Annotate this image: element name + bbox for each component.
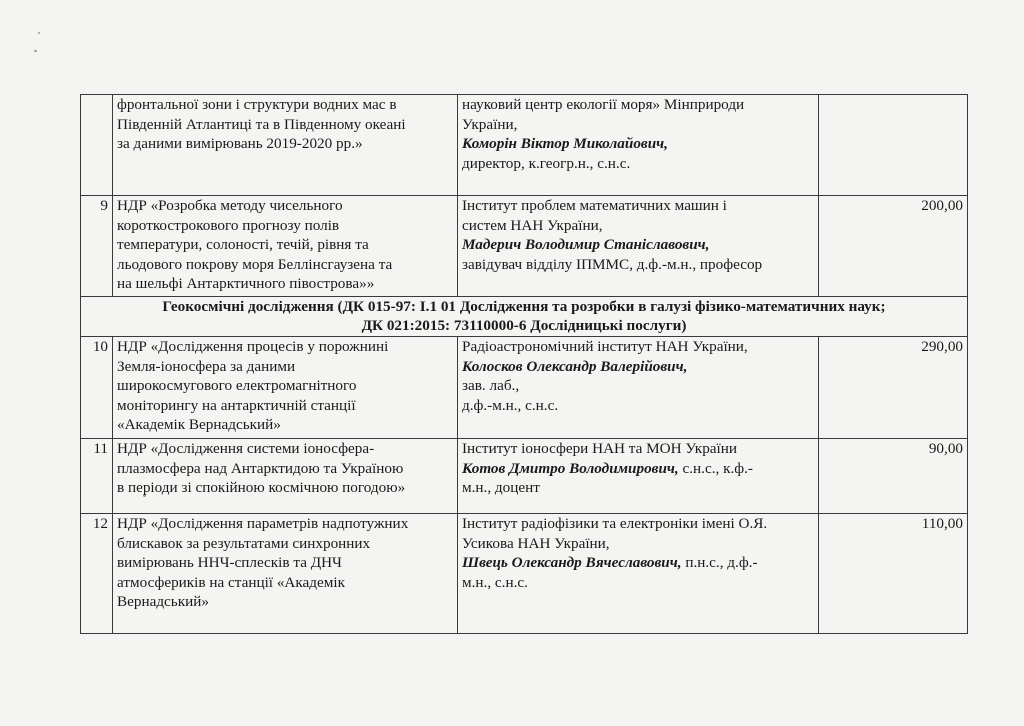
scan-speck	[38, 32, 40, 34]
topic-line: широкосмугового електромагнітного	[117, 377, 357, 394]
institution-line: Інститут радіофізики та електроніки імені О.Я.	[462, 515, 768, 532]
position-line: м.н., с.н.с.	[462, 573, 528, 591]
principal-investigator: Колосков Олександр Валерійович,	[462, 357, 688, 375]
topic-line: НДР «Дослідження системи іоносфера-	[117, 440, 375, 457]
funding-table	[80, 94, 968, 634]
topic-line: блискавок за результатами синхронних	[117, 534, 371, 552]
section-heading-line: ДК 021:2015: 73110000-6 Дослідницькі послуги)	[361, 317, 687, 334]
amount: 90,00	[819, 439, 968, 514]
institution-cell	[458, 196, 819, 297]
institution-cell	[458, 439, 819, 514]
row-number: 11	[81, 439, 113, 514]
topic-line: плазмосфера над Антарктидою та Україною	[117, 459, 404, 477]
scan-speck	[34, 50, 37, 52]
topic-line: температури, солоності, течій, рівня та	[117, 236, 369, 253]
topic-line: Південній Атлантиці та в Південному океані	[117, 115, 406, 133]
row-number: 9	[81, 196, 113, 297]
research-topic	[113, 337, 458, 439]
topic-line: на шельфі Антарктичного півострова»»	[117, 275, 375, 292]
topic-line: льодового покрову моря Беллінсгаузена та	[117, 255, 393, 273]
table-row	[81, 196, 968, 297]
research-topic	[113, 439, 458, 514]
topic-line: НДР «Розробка методу чисельного	[117, 197, 343, 214]
row-number: 12	[81, 514, 113, 634]
institution-cell	[458, 337, 819, 439]
topic-line: атмосфериків на станції «Академік	[117, 573, 345, 591]
institution-line: Радіоастрономічний інститут НАН України,	[462, 338, 748, 355]
principal-investigator: Швець Олександр Вячеславович,	[462, 554, 682, 571]
topic-line: короткострокового прогнозу полів	[117, 216, 340, 234]
research-topic	[113, 514, 458, 634]
institution-cell	[458, 514, 819, 634]
institution-line: України,	[462, 115, 518, 133]
principal-investigator: Котов Дмитро Володимирович,	[462, 459, 679, 477]
section-heading-line: Геокосмічні дослідження (ДК 015-97: І.1 01 Дослідження та розробки в галузі фізико-математичних наук;	[162, 298, 886, 315]
institution-line: Інститут проблем математичних машин і	[462, 197, 727, 214]
topic-line: «Академік Вернадський»	[117, 416, 281, 433]
position-line: д.ф.-м.н., с.н.с.	[462, 396, 559, 414]
topic-line: НДР «Дослідження процесів у порожнині	[117, 338, 389, 355]
table-row	[81, 337, 968, 439]
table-row	[81, 514, 968, 634]
institution-line: науковий центр екології моря» Мінприроди	[462, 96, 745, 113]
position-line: директор, к.геогр.н., с.н.с.	[462, 154, 631, 172]
topic-line: Земля-іоносфера за даними	[117, 357, 296, 375]
institution-line: Інститут іоносфери НАН та МОН України	[462, 440, 737, 457]
amount: 110,00	[819, 514, 968, 634]
institution-cell	[458, 95, 819, 196]
topic-line: моніторингу на антарктичній станції	[117, 396, 356, 414]
amount: 200,00	[819, 196, 968, 297]
principal-investigator: Мадерич Володимир Станіславович,	[462, 236, 710, 253]
section-heading-row	[81, 297, 968, 337]
institution-line: Усикова НАН України,	[462, 534, 610, 552]
topic-line: НДР «Дослідження параметрів надпотужних	[117, 515, 409, 532]
topic-line: вимірювань ННЧ-сплесків та ДНЧ	[117, 554, 342, 571]
position-line: м.н., доцент	[462, 479, 540, 496]
institution-line: систем НАН України,	[462, 216, 603, 234]
topic-line: в періоди зі спокійною космічною погодою»	[117, 479, 406, 496]
row-number: 10	[81, 337, 113, 439]
position-line: завідувач відділу ІПММС, д.ф.-м.н., професор	[462, 255, 763, 273]
position-line: зав. лаб.,	[462, 377, 520, 394]
research-topic	[113, 95, 458, 196]
principal-investigator: Коморін Віктор Миколайович,	[462, 135, 668, 152]
topic-line: за даними вимірювань 2019-2020 рр.»	[117, 135, 363, 152]
amount: 290,00	[819, 337, 968, 439]
table-row	[81, 439, 968, 514]
person-title: с.н.с., к.ф.-	[678, 459, 753, 477]
table-row	[81, 95, 968, 196]
topic-line: фронтальної зони і структури водних мас в	[117, 96, 397, 113]
person-title: п.н.с., д.ф.-	[681, 554, 758, 571]
row-number	[81, 95, 113, 196]
topic-line: Вернадський»	[117, 593, 209, 610]
section-heading	[81, 297, 968, 337]
research-topic	[113, 196, 458, 297]
amount	[819, 95, 968, 196]
